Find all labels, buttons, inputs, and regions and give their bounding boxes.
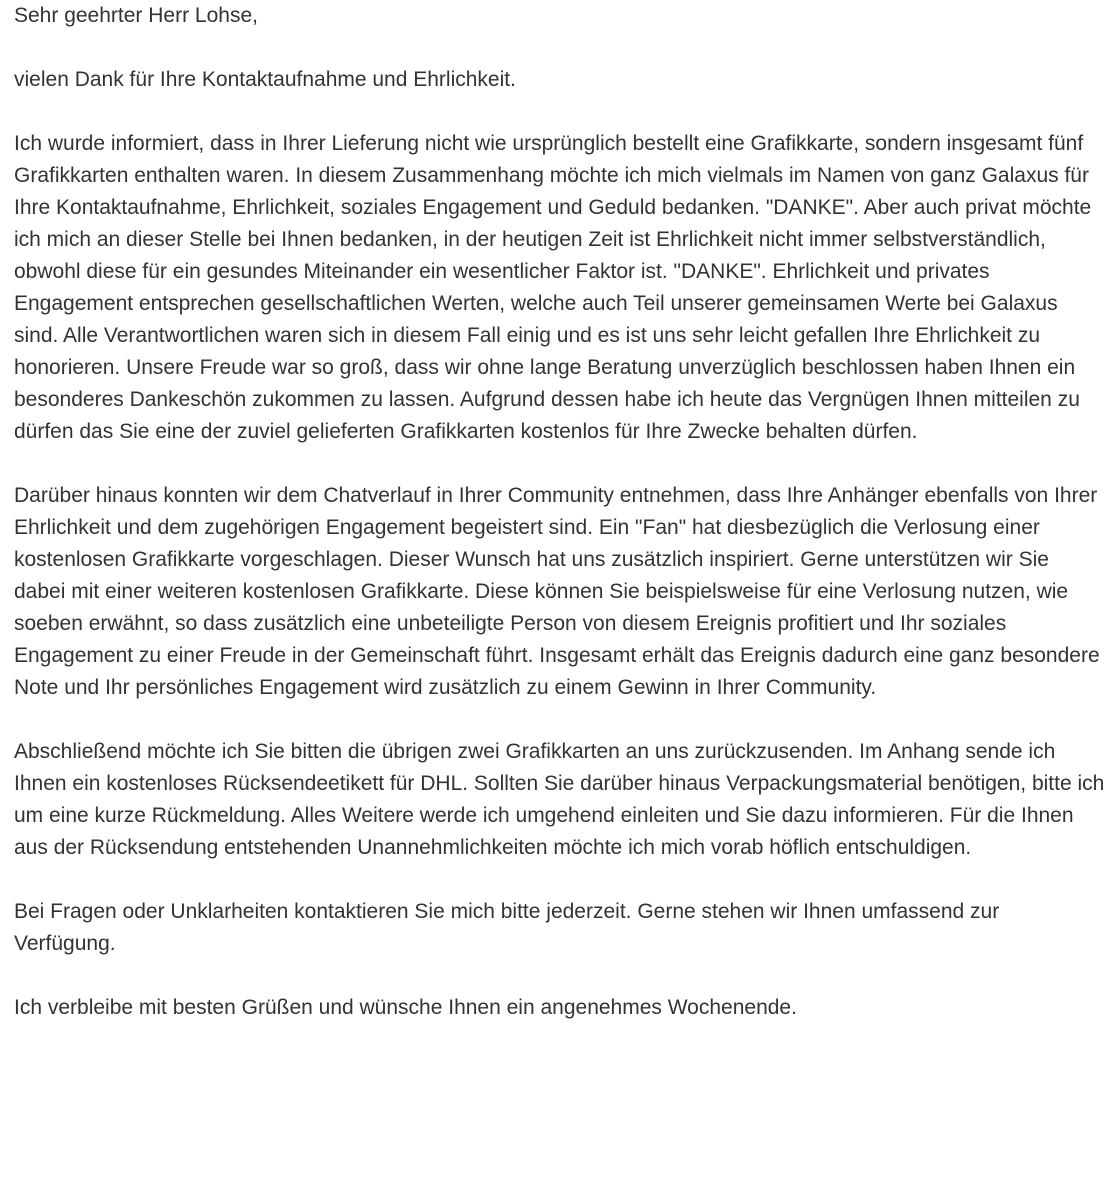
- paragraph-return: Abschließend möchte ich Sie bitten die übrigen zwei Grafikkarten an uns zurückzusenden. Im Anhang sende ich Ihnen ein kostenloses Rücksendeetikett für DHL. Sollten Sie darüber hinaus Verpackungsmaterial benötigen, bitte ich um eine kurze Rückmeldung. Alles Weitere werde ich umgehend einleiten und Sie dazu informieren. Für die Ihnen aus der Rücksendung entstehenden Unannehmlichkeiten möchte ich mich vorab höflich entschuldigen.: [14, 740, 1105, 859]
- paragraph-gap: [14, 864, 1106, 896]
- letter-body: [14, 0, 1106, 1024]
- paragraph-gap: [14, 448, 1106, 480]
- paragraph-gap: [14, 960, 1106, 992]
- paragraph-thanks: vielen Dank für Ihre Kontaktaufnahme und Ehrlichkeit.: [14, 68, 516, 91]
- paragraph-closing: Ich verbleibe mit besten Grüßen und wünsche Ihnen ein angenehmes Wochenende.: [14, 996, 797, 1019]
- paragraph-delivery: Ich wurde informiert, dass in Ihrer Lieferung nicht wie ursprünglich bestellt eine Grafikkarte, sondern insgesamt fünf Grafikkarten enthalten waren. In diesem Zusammenhang möchte ich mich vielmals im Namen von ganz Galaxus für Ihre Kontaktaufnahme, Ehrlichkeit, soziales Engagement und Geduld bedanken. "DANKE". Aber auch privat möchte ich mich an dieser Stelle bei Ihnen bedanken, in der heutigen Zeit ist Ehrlichkeit nicht immer selbstverständlich, obwohl diese für ein gesundes Miteinander ein wesentlicher Faktor ist. "DANKE". Ehrlichkeit und privates Engagement entsprechen gesellschaftlichen Werten, welche auch Teil unserer gemeinsamen Werte bei Galaxus sind. Alle Verantwortlichen waren sich in diesem Fall einig und es ist uns sehr leicht gefallen Ihre Ehrlichkeit zu honorieren. Unsere Freude war so groß, dass wir ohne lange Beratung unverzüglich beschlossen haben Ihnen ein besonderes Dankeschön zukommen zu lassen. Aufgrund dessen habe ich heute das Vergnügen Ihnen mitteilen zu dürfen das Sie eine der zuviel gelieferten Grafikkarten kostenlos für Ihre Zwecke behalten dürfen.: [14, 132, 1092, 443]
- paragraph-gap: [14, 704, 1106, 736]
- paragraph-questions: Bei Fragen oder Unklarheiten kontaktieren Sie mich bitte jederzeit. Gerne stehen wir Ihnen umfassend zur Verfügung.: [14, 900, 1000, 955]
- paragraph-gap: [14, 96, 1106, 128]
- paragraph-gap: [14, 32, 1106, 64]
- paragraph-community: Darüber hinaus konnten wir dem Chatverlauf in Ihrer Community entnehmen, dass Ihre Anhänger ebenfalls von Ihrer Ehrlichkeit und dem zugehörigen Engagement begeistert sind. Ein "Fan" hat diesbezüglich die Verlosung einer kostenlosen Grafikkarte vorgeschlagen. Dieser Wunsch hat uns zusätzlich inspiriert. Gerne unterstützen wir Sie dabei mit einer weiteren kostenlosen Grafikkarte. Diese können Sie beispielsweise für eine Verlosung nutzen, wie soeben erwähnt, so dass zusätzlich eine unbeteiligte Person von diesem Ereignis profitiert und Ihr soziales Engagement zu einer Freude in der Gemeinschaft führt. Insgesamt erhält das Ereignis dadurch eine ganz besondere Note und Ihr persönliches Engagement wird zusätzlich zu einem Gewinn in Ihrer Community.: [14, 484, 1100, 699]
- salutation: Sehr geehrter Herr Lohse,: [14, 4, 258, 27]
